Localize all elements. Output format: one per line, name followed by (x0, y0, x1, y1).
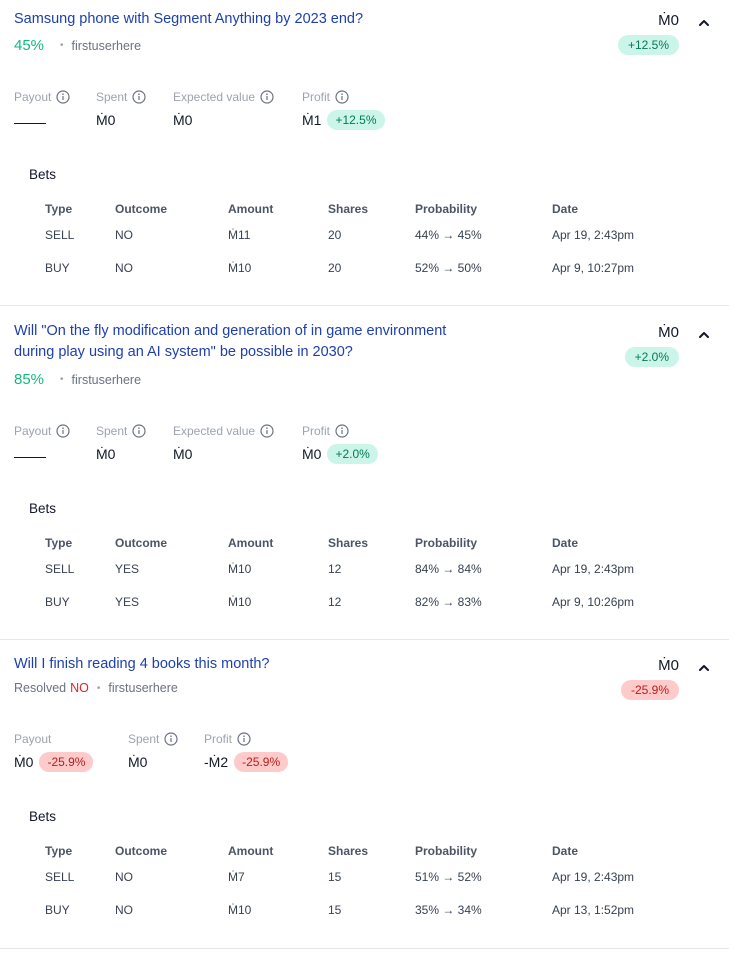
payout-badge: -25.9% (39, 752, 93, 772)
profit-value: Ṁ1 (302, 112, 322, 128)
profit-stat (302, 423, 378, 464)
bets-header-row (45, 533, 672, 553)
spent-value: Ṁ0 (96, 112, 116, 128)
bets-header-row (45, 199, 672, 219)
bets-heading: Bets (29, 167, 57, 182)
market-probability: 85% (14, 371, 45, 388)
market-meta (14, 37, 141, 54)
payout-label: Payout (14, 424, 52, 438)
position-value: Ṁ0 (658, 324, 679, 341)
bet-probability: 51% → 52% (415, 870, 482, 885)
separator-dot: • (60, 374, 64, 385)
profit-badge: -25.9% (234, 752, 288, 772)
payout-stat (14, 89, 70, 130)
table-row (45, 252, 672, 285)
payout-label: Payout (14, 732, 52, 746)
bet-shares: 20 (328, 228, 342, 243)
bet-probability: 35% → 34% (415, 902, 482, 917)
resolved-label: Resolved (14, 681, 67, 695)
spent-stat (96, 89, 146, 130)
expected-value-stat (173, 89, 274, 130)
bet-amount: Ṁ10 (228, 902, 252, 917)
spent-label: Spent (128, 732, 160, 746)
table-row (45, 553, 672, 586)
profit-stat (204, 731, 288, 772)
bets-heading: Bets (29, 809, 57, 824)
bet-amount: Ṁ10 (228, 260, 252, 275)
col-outcome: Outcome (115, 536, 168, 550)
position-value: Ṁ0 (658, 12, 679, 29)
profit-percent-badge: +12.5% (618, 35, 679, 55)
market-meta (14, 371, 141, 388)
profit-label: Profit (204, 732, 233, 746)
bet-type: SELL (45, 228, 75, 243)
bet-amount: Ṁ10 (228, 594, 252, 609)
bet-date: Apr 13, 1:52pm (552, 902, 635, 917)
market-title-link[interactable]: Samsung phone with Segment Anything by 2023 end? (14, 11, 364, 27)
bet-probability: 52% → 50% (415, 260, 482, 275)
bet-probability: 82% → 83% (415, 594, 482, 609)
separator-dot: • (60, 40, 64, 51)
info-icon[interactable] (132, 424, 146, 438)
spent-value: Ṁ0 (96, 446, 116, 462)
info-icon[interactable] (260, 90, 274, 104)
market-card (0, 0, 729, 306)
profit-badge: +12.5% (327, 110, 384, 130)
bets-table (45, 533, 672, 618)
bet-amount: Ṁ11 (228, 228, 251, 243)
market-meta (14, 681, 178, 695)
bet-outcome: NO (115, 260, 133, 275)
market-card (0, 640, 729, 949)
expected-value-label: Expected value (173, 90, 256, 104)
bet-outcome: NO (115, 902, 133, 917)
bet-shares: 12 (328, 594, 342, 609)
info-icon[interactable] (335, 424, 349, 438)
bet-outcome: YES (115, 562, 140, 577)
payout-value: Ṁ0 (14, 754, 34, 770)
col-date: Date (552, 844, 579, 858)
bets-table (45, 841, 672, 926)
separator-dot: • (96, 682, 101, 694)
payout-label: Payout (14, 90, 52, 104)
bet-probability: 44% → 45% (415, 228, 482, 243)
spent-stat (128, 731, 178, 772)
bet-outcome: YES (115, 594, 140, 609)
bet-type: SELL (45, 562, 75, 577)
expected-value-label: Expected value (173, 424, 256, 438)
info-icon[interactable] (164, 732, 178, 746)
expected-value-value: Ṁ0 (173, 112, 193, 128)
col-type: Type (45, 536, 73, 550)
table-row (45, 586, 672, 619)
spent-label: Spent (96, 424, 128, 438)
collapse-chevron-up-icon[interactable] (697, 328, 711, 342)
profit-percent-badge: +2.0% (625, 347, 679, 367)
bet-shares: 12 (328, 562, 342, 577)
bet-shares: 15 (328, 870, 342, 885)
bet-date: Apr 19, 2:43pm (552, 228, 635, 243)
info-icon[interactable] (56, 424, 70, 438)
payout-empty-dash (14, 457, 46, 458)
bet-type: SELL (45, 870, 75, 885)
col-type: Type (45, 202, 73, 216)
col-shares: Shares (328, 844, 369, 858)
creator-link[interactable]: firstuserhere (108, 681, 178, 695)
profit-stat (302, 89, 385, 130)
info-icon[interactable] (56, 90, 70, 104)
col-date: Date (552, 536, 579, 550)
payout-empty-dash (14, 123, 46, 124)
bet-date: Apr 19, 2:43pm (552, 562, 635, 577)
table-row (45, 219, 672, 252)
profit-value: Ṁ0 (302, 446, 322, 462)
expected-value-value: Ṁ0 (173, 446, 193, 462)
profit-badge: +2.0% (327, 444, 377, 464)
bets-header-row (45, 841, 672, 861)
bet-type: BUY (45, 594, 70, 609)
position-value: Ṁ0 (658, 657, 679, 674)
bet-outcome: NO (115, 870, 133, 885)
creator-link[interactable]: firstuserhere (71, 38, 142, 53)
bet-type: BUY (45, 260, 70, 275)
col-date: Date (552, 202, 579, 216)
info-icon[interactable] (260, 424, 274, 438)
collapse-chevron-up-icon[interactable] (697, 661, 711, 675)
payout-stat (14, 423, 70, 464)
profit-label: Profit (302, 90, 331, 104)
creator-link[interactable]: firstuserhere (71, 372, 142, 387)
bets-table (45, 199, 672, 284)
resolved-value: NO (70, 681, 89, 695)
market-probability: 45% (14, 37, 45, 54)
spent-value: Ṁ0 (128, 754, 148, 770)
profit-value: -Ṁ2 (204, 754, 229, 770)
col-outcome: Outcome (115, 844, 168, 858)
bet-date: Apr 9, 10:27pm (552, 260, 635, 275)
profit-label: Profit (302, 424, 331, 438)
payout-stat (14, 731, 93, 772)
bet-date: Apr 19, 2:43pm (552, 870, 635, 885)
bet-shares: 20 (328, 260, 342, 275)
bet-outcome: NO (115, 228, 133, 243)
col-shares: Shares (328, 202, 369, 216)
spent-label: Spent (96, 90, 128, 104)
info-icon[interactable] (132, 90, 146, 104)
col-probability: Probability (415, 536, 478, 550)
bet-shares: 15 (328, 902, 342, 917)
market-card (0, 306, 729, 640)
bet-type: BUY (45, 902, 70, 917)
table-row (45, 861, 672, 894)
bet-amount: Ṁ7 (228, 870, 245, 885)
col-amount: Amount (228, 844, 274, 858)
profit-percent-badge: -25.9% (621, 680, 679, 700)
col-probability: Probability (415, 844, 478, 858)
col-type: Type (45, 844, 73, 858)
market-title-link[interactable]: Will I finish reading 4 books this month? (14, 656, 270, 672)
collapse-chevron-up-icon[interactable] (697, 16, 711, 30)
info-icon[interactable] (335, 90, 349, 104)
table-row (45, 894, 672, 927)
expected-value-stat (173, 423, 274, 464)
col-probability: Probability (415, 202, 478, 216)
col-shares: Shares (328, 536, 369, 550)
bet-probability: 84% → 84% (415, 562, 482, 577)
col-outcome: Outcome (115, 202, 168, 216)
info-icon[interactable] (237, 732, 251, 746)
col-amount: Amount (228, 536, 274, 550)
bet-date: Apr 9, 10:26pm (552, 594, 635, 609)
bet-amount: Ṁ10 (228, 562, 252, 577)
market-title-link[interactable]: Will "On the fly modification and generation of in game environment during play using an AI system" be possible in 2030? (14, 323, 447, 360)
spent-stat (96, 423, 146, 464)
col-amount: Amount (228, 202, 274, 216)
bets-heading: Bets (29, 501, 57, 516)
